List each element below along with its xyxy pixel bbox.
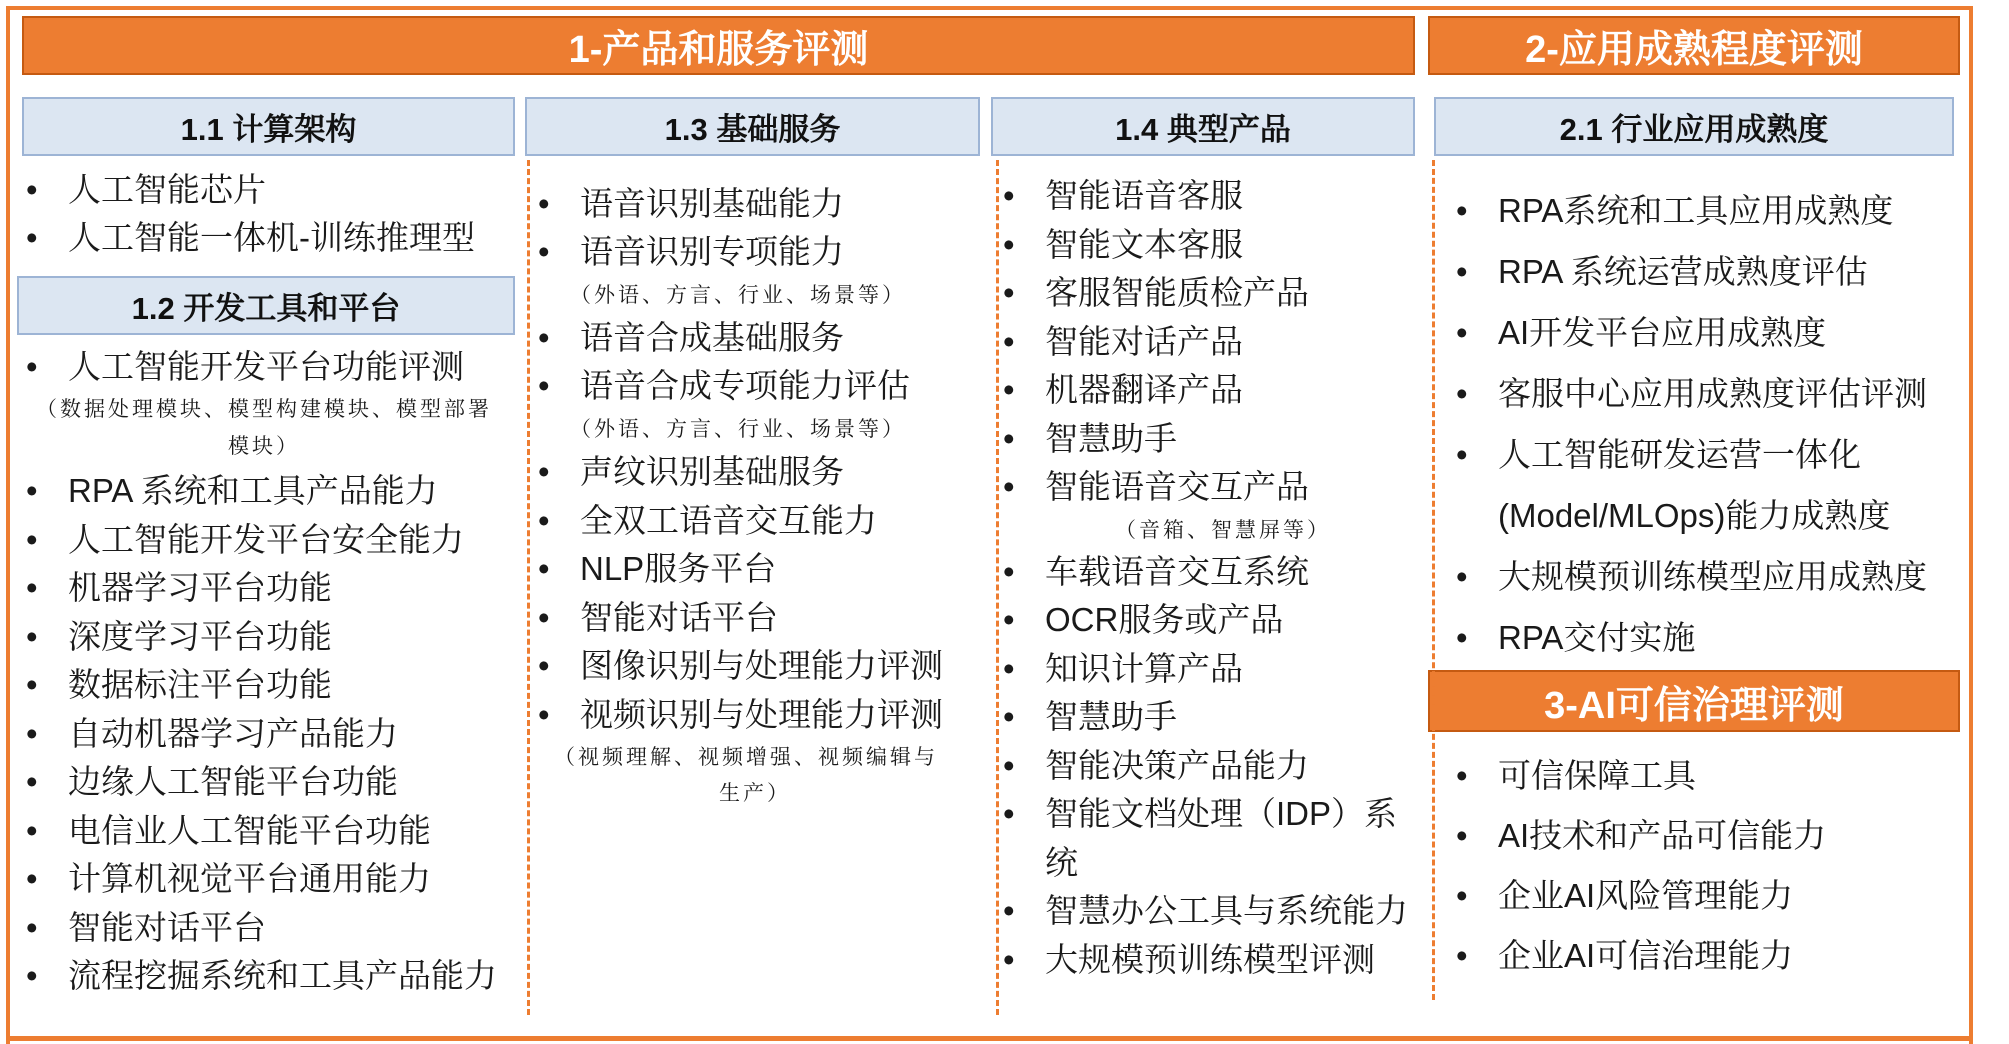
bullet-icon: • [538,233,550,270]
list-item: • 人工智能研发运营一体化 [1448,424,1927,485]
list-item: • 智能对话平台 [18,904,518,953]
list-item: • 人工智能芯片 [18,166,475,214]
list-item: • 客服智能质检产品 [995,269,1435,318]
bullet-icon: • [1456,757,1468,794]
note-text: 生产） [719,781,791,805]
bullet-icon: • [538,550,550,587]
bullet-icon: • [1003,225,1015,263]
bullet-icon: • [1456,314,1468,351]
list-item: • 流程挖掘系统和工具产品能力 [18,952,518,1001]
list-2-1 [1448,180,1927,668]
bullet-icon: • [26,957,38,994]
list-item: • 自动机器学习产品能力 [18,710,518,759]
list-item: • AI开发平台应用成熟度 [1448,302,1927,363]
note-text: （视频理解、视频增强、视频编辑与 [554,745,938,769]
list-item: • 智能语音交互产品 [995,463,1435,512]
list-item: • 语音合成基础服务 [530,314,980,362]
list-item: • RPA 系统和工具产品能力 [18,467,518,516]
bullet-icon: • [1003,795,1015,832]
bullet-icon: • [1003,892,1015,929]
list-1-3 [530,180,980,811]
list-item: • OCR服务或产品 [995,596,1435,645]
list-item: • AI技术和产品可信能力 [1448,806,1826,866]
list-item: • 声纹识别基础服务 [530,448,980,497]
list-item: • 大规模预训练模型应用成熟度 [1448,546,1927,607]
list-item-continuation: 统 [1045,843,1078,881]
subsection-2-1-header: 2.1 行业应用成熟度 [1434,97,1954,156]
bullet-icon: • [538,319,550,356]
list-item: • 智能文档处理（IDP）系 [995,790,1435,839]
bullet-icon: • [538,185,550,222]
list-1-2 [18,343,518,1001]
bullet-icon: • [26,811,38,849]
list-item: • 车载语音交互系统 [995,548,1435,597]
bullet-icon: • [1003,322,1015,360]
bullet-icon: • [538,695,550,733]
list-item: • 语音识别基础能力 [530,180,980,228]
section-3-banner: 3-AI可信治理评测 [1428,670,1960,732]
bullet-icon: • [26,666,38,703]
bullet-icon: • [26,171,38,208]
bullet-icon: • [538,367,550,404]
bullet-icon: • [26,520,38,558]
list-item: • 视频识别与处理能力评测 [530,691,980,740]
bullet-icon: • [1456,619,1468,656]
bullet-icon: • [538,598,550,636]
subsection-1-4-header: 1.4 典型产品 [991,97,1415,156]
list-item: • 全双工语音交互能力 [530,497,980,546]
list-item: • 企业AI风险管理能力 [1448,866,1826,926]
bullet-icon: • [1456,436,1468,473]
bullet-icon: • [1003,419,1015,457]
bullet-icon: • [1003,746,1015,784]
list-item: • 智慧助手 [995,693,1435,742]
list-item: • 语音识别专项能力 [530,228,980,276]
subsection-1-2-header: 1.2 开发工具和平台 [17,276,515,335]
bullet-icon: • [1003,552,1015,590]
list-item: • 智能决策产品能力 [995,742,1435,791]
bullet-icon: • [1003,468,1015,505]
bullet-icon: • [26,219,38,256]
list-item: • NLP服务平台 [530,545,980,594]
list-item: • 人工智能开发平台安全能力 [18,516,518,565]
list-item: • 企业AI可信治理能力 [1448,926,1826,986]
subsection-1-1-header: 1.1 计算架构 [22,97,515,156]
bullet-icon: • [538,647,550,684]
list-3 [1448,746,1826,986]
note-text: （音箱、智慧屏等） [1115,517,1331,542]
bullet-icon: • [26,348,38,385]
bullet-icon: • [26,569,38,606]
list-1-4 [995,172,1435,984]
bullet-icon: • [1456,877,1468,914]
list-item: • 图像识别与处理能力评测 [530,642,980,691]
list-item: • 智慧助手 [995,415,1435,464]
bullet-icon: • [26,472,38,509]
note-text: （数据处理模块、模型构建模块、模型部署 [36,397,492,421]
bullet-icon: • [26,860,38,897]
bullet-icon: • [1003,177,1015,214]
list-item: • 智能语音客服 [995,172,1435,221]
list-item: • RPA 系统运营成熟度评估 [1448,241,1927,302]
list-item: • 人工智能一体机-训练推理型 [18,214,475,262]
bullet-icon: • [538,453,550,490]
bullet-icon: • [1003,274,1015,311]
bullet-icon: • [1456,817,1468,854]
list-item: • 智慧办公工具与系统能力 [995,887,1435,936]
section-2-banner: 2-应用成熟程度评测 [1428,16,1960,75]
bullet-icon: • [1003,940,1015,978]
list-item: • 边缘人工智能平台功能 [18,758,518,807]
bullet-icon: • [26,908,38,946]
bullet-icon: • [26,617,38,655]
list-item: • 计算机视觉平台通用能力 [18,855,518,904]
note-text: （外语、方言、行业、场景等） [570,417,906,441]
bullet-icon: • [1003,698,1015,735]
list-item: • 语音合成专项能力评估 [530,362,980,410]
list-item: • 客服中心应用成熟度评估评测 [1448,363,1927,424]
list-item: • 智能对话产品 [995,318,1435,367]
list-item: • RPA系统和工具应用成熟度 [1448,180,1927,241]
bullet-icon: • [1456,375,1468,412]
note-text: 模块） [228,434,300,458]
bullet-icon: • [26,714,38,752]
bullet-icon: • [1456,253,1468,290]
bullet-icon: • [1456,192,1468,229]
bullet-icon: • [1003,601,1015,638]
bullet-icon: • [1003,371,1015,408]
list-item: • RPA交付实施 [1448,607,1927,668]
bullet-icon: • [1456,558,1468,595]
bullet-icon: • [538,501,550,539]
list-item: • 深度学习平台功能 [18,613,518,662]
bullet-icon: • [1456,937,1468,974]
list-item: • 人工智能开发平台功能评测 [18,343,518,391]
list-item: • 大规模预训练模型评测 [995,936,1435,985]
list-item: • 智能对话平台 [530,594,980,643]
bottom-rule [6,1036,1973,1041]
list-item-continuation: (Model/MLOps)能力成熟度 [1498,497,1891,534]
section-1-banner: 1-产品和服务评测 [22,16,1415,75]
subsection-1-3-header: 1.3 基础服务 [525,97,980,156]
list-item: • 机器翻译产品 [995,366,1435,415]
list-item: • 智能文本客服 [995,221,1435,270]
list-1-1 [18,166,475,262]
bullet-icon: • [26,763,38,800]
bullet-icon: • [1003,649,1015,687]
list-item: • 知识计算产品 [995,645,1435,694]
list-item: • 机器学习平台功能 [18,564,518,613]
list-item: • 可信保障工具 [1448,746,1826,806]
list-item: • 电信业人工智能平台功能 [18,807,518,856]
list-item: • 数据标注平台功能 [18,661,518,710]
note-text: （外语、方言、行业、场景等） [570,283,906,307]
